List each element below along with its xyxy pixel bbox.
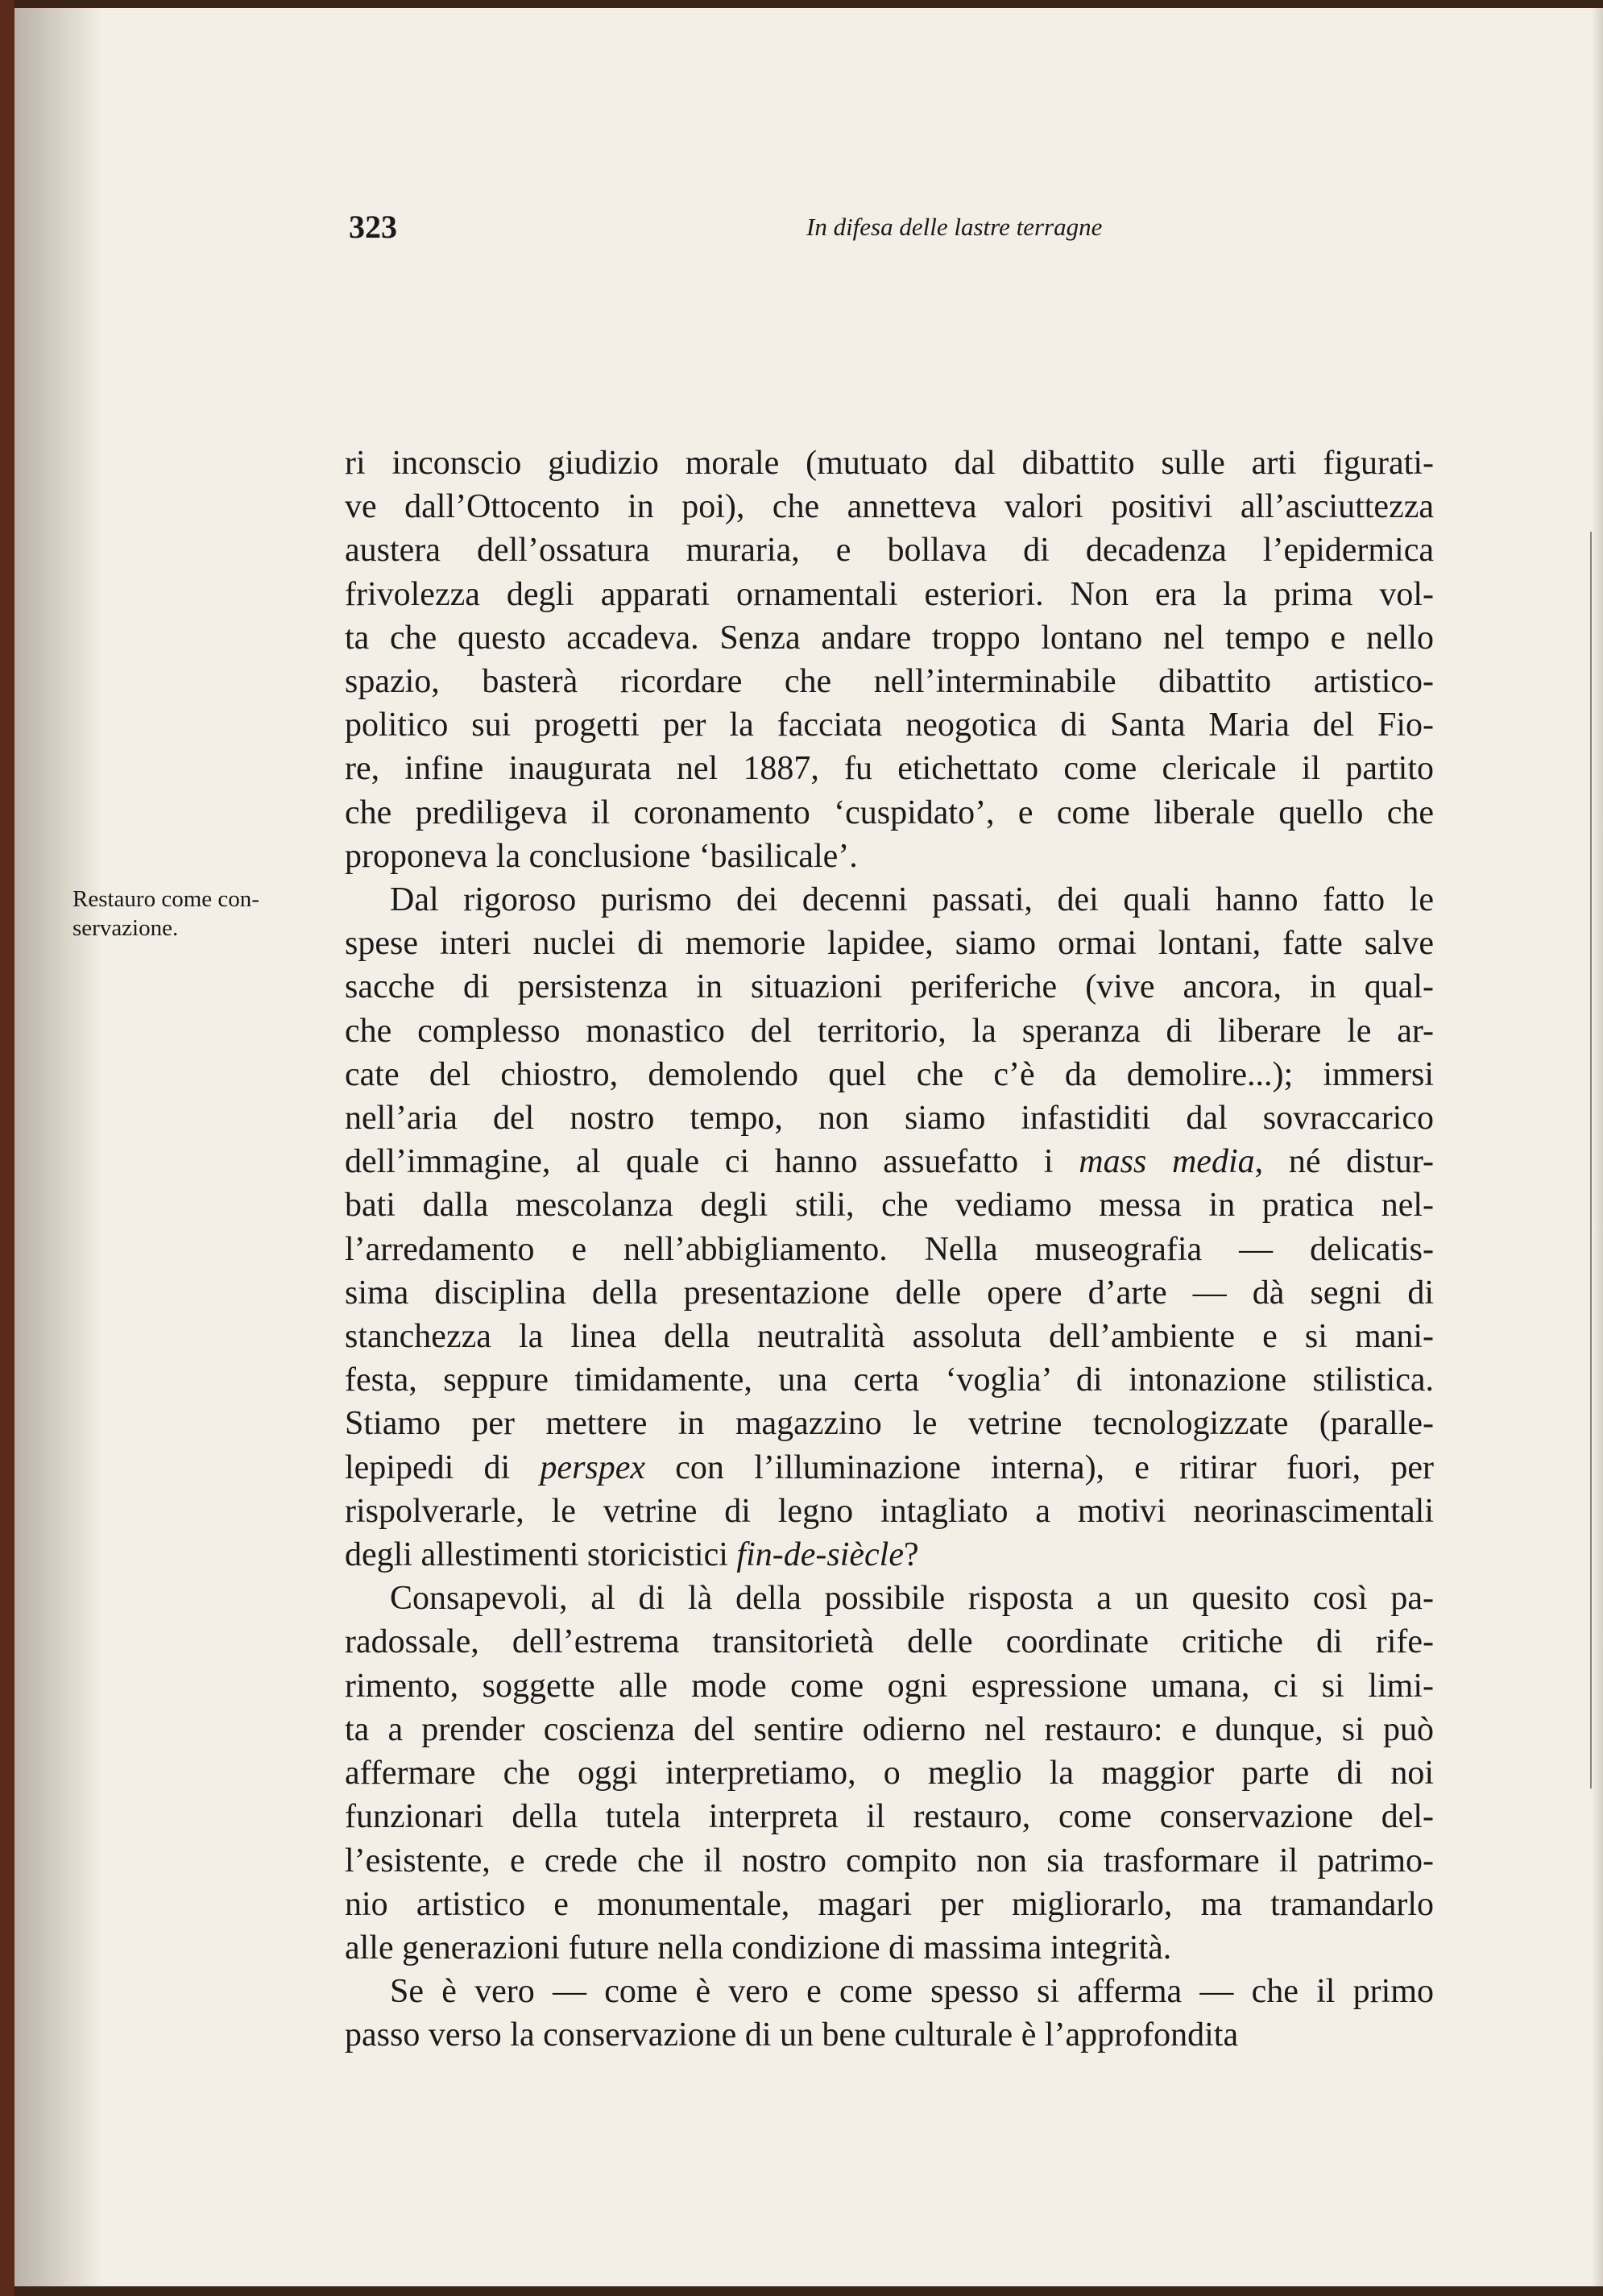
text-line: nell’aria del nostro tempo, non siamo infastiditi dal sovraccarico bbox=[345, 1100, 1434, 1138]
text-line: passo verso la conservazione di un bene culturale è l’approfondita bbox=[345, 2016, 1239, 2054]
paragraph bbox=[345, 878, 1434, 1577]
bleed-through-rule bbox=[1590, 532, 1592, 1788]
text-line: affermare che oggi interpretiamo, o meglio la maggior parte di noi bbox=[345, 1755, 1434, 1792]
text-line: dell’immagine, al quale ci hanno assuefatto i mass media, né distur- bbox=[345, 1143, 1434, 1181]
body-text bbox=[345, 441, 1434, 2058]
text-line: degli allestimenti storicistici fin-de-siècle? bbox=[345, 1536, 919, 1574]
page-bottom-edge bbox=[14, 2286, 1603, 2296]
text-line: frivolezza degli apparati ornamentali esteriori. Non era la prima vol- bbox=[345, 575, 1434, 613]
text-line: re, infine inaugurata nel 1887, fu etichettato come clericale il partito bbox=[345, 750, 1434, 788]
page-gutter-shadow bbox=[14, 0, 103, 2296]
text-line: Se è vero — come è vero e come spesso si afferma — che il primo bbox=[390, 1973, 1434, 2011]
text-line: Stiamo per mettere in magazzino le vetrine tecnologizzate (paralle- bbox=[345, 1405, 1434, 1443]
margin-note-line: servazione. bbox=[72, 915, 179, 941]
page-number: 323 bbox=[349, 209, 397, 245]
text-line: proponeva la conclusione ‘basilicale’. bbox=[345, 837, 858, 875]
running-title: In difesa delle lastre terragne bbox=[806, 213, 1103, 241]
text-line: radossale, dell’estrema transitorietà delle coordinate critiche di rife- bbox=[345, 1623, 1434, 1661]
text-line: sima disciplina della presentazione delle opere d’arte — dà segni di bbox=[345, 1274, 1434, 1312]
text-line: bati dalla mescolanza degli stili, che vediamo messa in pratica nel- bbox=[345, 1187, 1434, 1225]
paragraph bbox=[345, 1577, 1434, 1970]
text-line: l’arredamento e nell’abbigliamento. Nella museografia — delicatis- bbox=[345, 1230, 1434, 1268]
text-line: che prediligeva il coronamento ‘cuspidato’, e come liberale quello che bbox=[345, 794, 1434, 831]
text-line: austera dell’ossatura muraria, e bollava di decadenza l’epidermica bbox=[345, 532, 1434, 570]
page-right-edge bbox=[1592, 0, 1603, 2296]
text-line: Consapevoli, al di là della possibile risposta a un quesito così pa- bbox=[390, 1580, 1434, 1618]
text-line: sacche di persistenza in situazioni periferiche (vive ancora, in qual- bbox=[345, 968, 1434, 1006]
text-line: spese interi nuclei di memorie lapidee, siamo ormai lontani, fatte salve bbox=[345, 925, 1434, 963]
text-line: stanchezza la linea della neutralità assoluta dell’ambiente e si mani- bbox=[345, 1318, 1434, 1356]
text-line: rimento, soggette alle mode come ogni espressione umana, ci si limi- bbox=[345, 1667, 1434, 1705]
text-line: politico sui progetti per la facciata neogotica di Santa Maria del Fio- bbox=[345, 707, 1434, 744]
text-line: ta che questo accadeva. Senza andare troppo lontano nel tempo e nello bbox=[345, 619, 1434, 657]
text-line: ve dall’Ottocento in poi), che annetteva valori positivi all’asciuttezza bbox=[345, 488, 1434, 526]
text-line: festa, seppure timidamente, una certa ‘voglia’ di intonazione stilistica. bbox=[345, 1361, 1434, 1399]
text-line: nio artistico e monumentale, magari per migliorarlo, ma tramandarlo bbox=[345, 1885, 1434, 1923]
margin-note-line: Restauro come con- bbox=[72, 886, 259, 912]
text-line: Dal rigoroso purismo dei decenni passati, dei quali hanno fatto le bbox=[390, 881, 1434, 919]
paragraph bbox=[345, 1970, 1434, 2057]
page-top-edge bbox=[14, 0, 1603, 8]
text-line: ta a prender coscienza del sentire odierno nel restauro: e dunque, si può bbox=[345, 1710, 1434, 1748]
text-line: che complesso monastico del territorio, la speranza di liberare le ar- bbox=[345, 1012, 1434, 1050]
text-line: alle generazioni future nella condizione di massima integrità. bbox=[345, 1929, 1172, 1967]
text-line: ri inconscio giudizio morale (mutuato dal dibattito sulle arti figurati- bbox=[345, 445, 1434, 482]
text-line: rispolverarle, le vetrine di legno intagliato a motivi neorinascimentali bbox=[345, 1492, 1434, 1530]
margin-note bbox=[72, 885, 314, 943]
text-line: lepipedi di perspex con l’illuminazione interna), e ritirar fuori, per bbox=[345, 1448, 1434, 1486]
paragraph bbox=[345, 441, 1434, 878]
text-line: cate del chiostro, demolendo quel che c’è da demolire...); immersi bbox=[345, 1055, 1434, 1093]
text-line: funzionari della tutela interpreta il restauro, come conservazione del- bbox=[345, 1798, 1434, 1836]
text-line: l’esistente, e crede che il nostro compito non sia trasformare il patrimo- bbox=[345, 1842, 1434, 1879]
text-line: spazio, basterà ricordare che nell’interminabile dibattito artistico- bbox=[345, 663, 1434, 701]
